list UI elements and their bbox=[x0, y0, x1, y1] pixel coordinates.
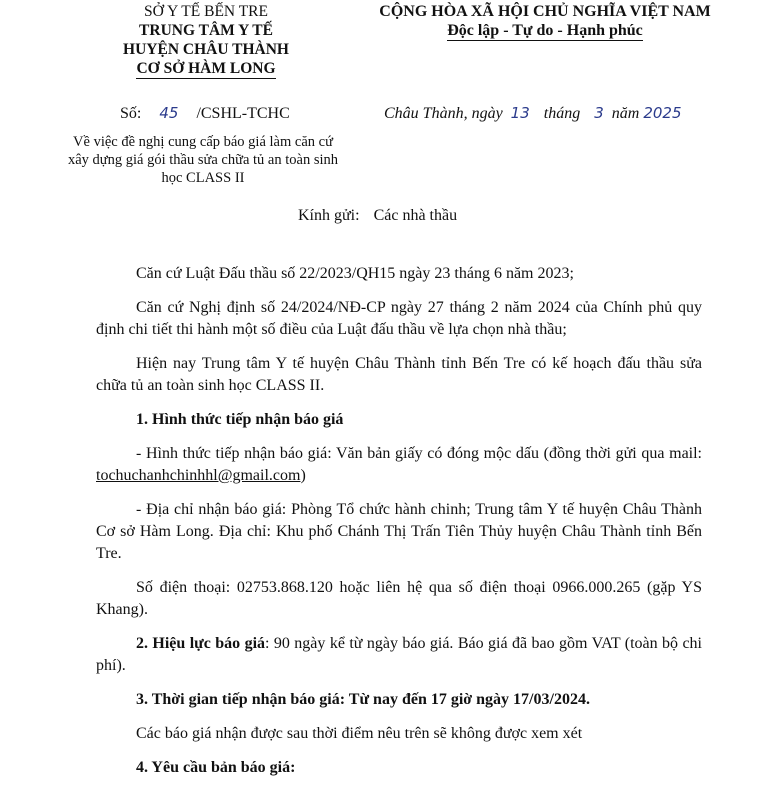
issuer-department: SỞ Y TẾ BẾN TRE bbox=[143, 3, 268, 20]
paragraph-validity bbox=[96, 633, 702, 677]
document-subject: Về việc đề nghị cung cấp báo giá làm căn cứ xây dựng giá gói thầu sửa chữa tủ an toàn sinh học CLASS II bbox=[67, 134, 339, 186]
paragraph-phone: Số điện thoại: 02753.868.120 hoặc liên hệ qua số điện thoại 0966.000.265 (gặp YS Khang). bbox=[96, 579, 702, 618]
national-title: CỘNG HÒA XÃ HỘI CHỦ NGHĨA VIỆT NAM bbox=[379, 3, 711, 20]
section-heading-3: 3. Thời gian tiếp nhận báo giá: Từ nay đến 17 giờ ngày 17/03/2024. bbox=[136, 691, 590, 708]
paragraph-late-quotes: Các báo giá nhận được sau thời điểm nêu trên sẽ không được xem xét bbox=[136, 725, 583, 742]
date-year-label: năm bbox=[611, 105, 640, 122]
document-number bbox=[120, 104, 290, 123]
recipient-label: Kính gửi: bbox=[298, 207, 360, 224]
document-date bbox=[384, 104, 682, 123]
section-heading-4: 4. Yêu cầu bản báo giá: bbox=[136, 759, 296, 776]
paragraph-receipt-method bbox=[96, 443, 702, 487]
date-day: 13 bbox=[510, 104, 530, 122]
date-year: 2025 bbox=[643, 104, 682, 122]
issuer-header bbox=[88, 2, 324, 79]
receipt-method-end: ) bbox=[300, 467, 306, 484]
validity-text: : 90 ngày kể từ ngày báo giá. Báo giá đã bao gồm VAT (toàn bộ chi phí). bbox=[96, 635, 702, 674]
paragraph-legal-basis-decree: Căn cứ Nghị định số 24/2024/NĐ-CP ngày 27 tháng 2 năm 2024 của Chính phủ quy định chi tiết thi hành một số điều của Luật đấu thầu về lựa chọn nhà thầu; bbox=[96, 299, 702, 338]
national-header bbox=[350, 2, 740, 41]
paragraph-legal-basis-law: Căn cứ Luật Đấu thầu số 22/2023/QH15 ngày 23 tháng 6 năm 2023; bbox=[136, 265, 574, 282]
date-month-label: tháng bbox=[543, 105, 581, 122]
document-number-prefix: Số: bbox=[120, 105, 142, 122]
date-place: Châu Thành, ngày bbox=[384, 105, 503, 122]
email-link[interactable]: tochuchanhchinhhl@gmail.com bbox=[96, 467, 301, 484]
recipient-name: Các nhà thầu bbox=[373, 207, 458, 224]
date-month: 3 bbox=[594, 104, 604, 122]
document-number-suffix: /CSHL-TCHC bbox=[196, 105, 290, 122]
issuer-center: TRUNG TÂM Y TẾ bbox=[139, 22, 273, 39]
section-heading-1: 1. Hình thức tiếp nhận báo giá bbox=[136, 411, 344, 428]
issuer-district: HUYỆN CHÂU THÀNH bbox=[123, 41, 289, 58]
national-motto: Độc lập - Tự do - Hạnh phúc bbox=[447, 22, 643, 39]
section-heading-2: 2. Hiệu lực báo giá bbox=[136, 635, 266, 652]
receipt-method-text: - Hình thức tiếp nhận báo giá: Văn bản giấy có đóng mộc dấu (đồng thời gửi qua mail: bbox=[136, 445, 702, 462]
document-body bbox=[96, 263, 702, 779]
recipient-line bbox=[298, 207, 457, 225]
paragraph-address: - Địa chỉ nhận báo giá: Phòng Tổ chức hành chinh; Trung tâm Y tế huyện Châu Thành Cơ sở Hàm Long. Địa chỉ: Khu phố Chánh Thị Trấn Tiên Thủy huyện Châu Thành tỉnh Bến Tre. bbox=[96, 501, 702, 562]
paragraph-plan: Hiện nay Trung tâm Y tế huyện Châu Thành tỉnh Bến Tre có kế hoạch đấu thầu sửa chữa tủ an toàn sinh học CLASS II. bbox=[96, 355, 702, 394]
document-number-handwritten: 45 bbox=[159, 104, 179, 122]
issuer-branch: CƠ SỞ HÀM LONG bbox=[136, 60, 276, 77]
